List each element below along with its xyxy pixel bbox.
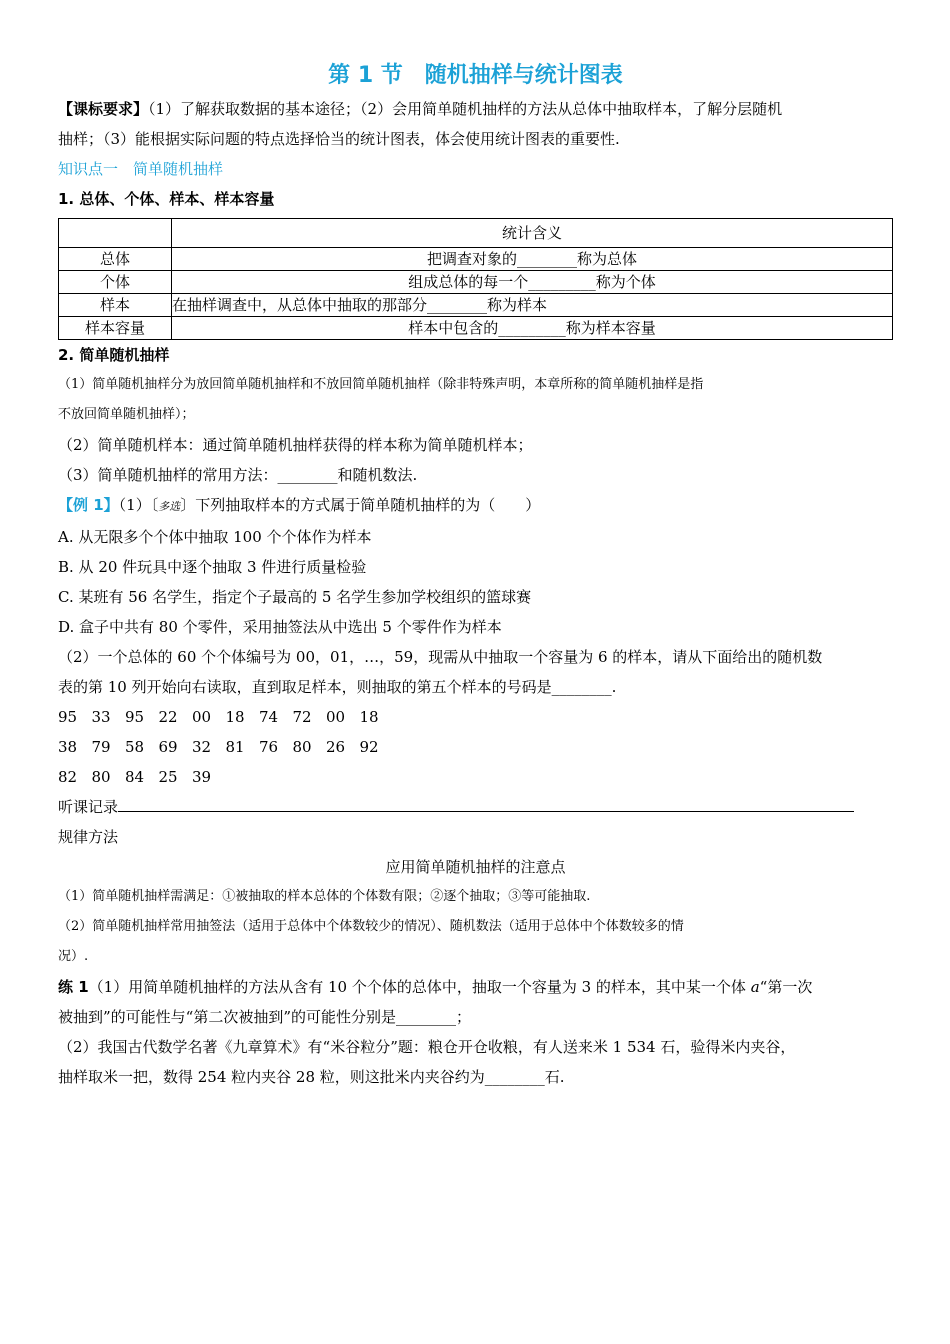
random-number: 95	[58, 708, 78, 726]
random-number: 58	[125, 738, 145, 756]
example-1-part2-line-1: （2）一个总体的 60 个个体编号为 00，01，…，59，现需从中抽取一个容量为 6 的样本，请从下面给出的随机数	[58, 648, 823, 666]
practice-1-line-3: （2）我国古代数学名著《九章算术》有“米谷粒分”题：粮仓开仓收粮，有人送来米 1 534 石，验得米内夹谷，	[58, 1038, 796, 1056]
term-cell: 样本	[59, 294, 172, 317]
requirements-text-2: 抽样；（3）能根据实际问题的特点选择恰当的统计图表，体会使用统计图表的重要性.	[58, 130, 620, 148]
random-number: 00	[326, 708, 346, 726]
random-number: 84	[125, 768, 145, 786]
table-row	[59, 271, 893, 294]
section-2-heading: 2. 简单随机抽样	[58, 346, 170, 364]
notes-label: 听课记录	[58, 798, 119, 816]
meaning-cell: 组成总体的每一个_________称为个体	[172, 271, 893, 294]
meaning-cell: 把调查对象的________称为总体	[172, 248, 893, 271]
option-c: C. 某班有 56 名学生，指定个子最高的 5 名学生参加学校组织的篮球赛	[58, 588, 532, 606]
definition-table	[58, 218, 893, 340]
sampling-item-2: （2）简单随机样本：通过简单随机抽样获得的样本称为简单随机样本；	[58, 436, 533, 454]
notes-line	[58, 792, 893, 822]
random-number: 76	[259, 738, 279, 756]
option-b: B. 从 20 件玩具中逐个抽取 3 件进行质量检验	[58, 558, 367, 576]
example-1-part2-line-2: 表的第 10 列开始向右读取，直到取足样本，则抽取的第五个样本的号码是________.	[58, 678, 617, 696]
requirements-text-1: （1）了解获取数据的基本途径；（2）会用简单随机抽样的方法从总体中抽取样本，了解分层随机	[148, 100, 783, 118]
method-line-2: （2）简单随机抽样常用抽签法（适用于总体中个体数较少的情况）、随机数法（适用于总体中个体数较多的情	[58, 919, 684, 934]
example-1-text: 〕下列抽取样本的方式属于简单随机抽样的为（ ）	[180, 496, 541, 514]
practice-1-line-1	[58, 972, 893, 1002]
random-number-row-2	[58, 732, 893, 762]
example-1-prefix: （1）〔	[118, 496, 159, 514]
term-cell: 总体	[59, 248, 172, 271]
random-number: 72	[292, 708, 312, 726]
page	[58, 58, 893, 1092]
random-number: 18	[359, 708, 379, 726]
table-row	[59, 294, 893, 317]
random-number: 74	[259, 708, 279, 726]
requirements-label: 【课标要求】	[58, 100, 149, 118]
random-number: 80	[292, 738, 312, 756]
random-number: 26	[326, 738, 346, 756]
random-number-row-3	[58, 762, 893, 792]
random-number: 81	[225, 738, 245, 756]
notes-blank	[118, 795, 854, 812]
random-number-row-1	[58, 702, 893, 732]
term-cell: 个体	[59, 271, 172, 294]
random-number: 79	[91, 738, 111, 756]
meaning-cell: 样本中包含的_________称为样本容量	[172, 317, 893, 340]
meaning-cell: 在抽样调查中，从总体中抽取的那部分________称为样本	[172, 294, 893, 317]
page-title: 第 1 节 随机抽样与统计图表	[328, 63, 623, 88]
table-row	[59, 317, 893, 340]
example-1-tag: 【例 1】	[58, 496, 119, 514]
random-number: 80	[91, 768, 111, 786]
method-line-1: （1）简单随机抽样需满足：①被抽取的样本总体的个体数有限；②逐个抽取；③等可能抽取.	[58, 889, 591, 904]
random-number: 82	[58, 768, 78, 786]
table-header-row	[59, 219, 893, 248]
option-a: A. 从无限多个个体中抽取 100 个个体作为样本	[58, 528, 372, 546]
random-number: 33	[91, 708, 111, 726]
sampling-item-1b: 不放回简单随机抽样）；	[58, 407, 195, 422]
term-cell: 样本容量	[59, 317, 172, 340]
random-number: 25	[158, 768, 178, 786]
method-label: 规律方法	[58, 828, 119, 846]
random-number: 22	[158, 708, 178, 726]
random-number: 95	[125, 708, 145, 726]
random-number: 39	[192, 768, 212, 786]
table-header-empty	[59, 219, 172, 248]
practice-1-line-4: 抽样取米一把，数得 254 粒内夹谷 28 粒，则这批米内夹谷约为________石.	[58, 1068, 565, 1086]
method-line-3: 况）.	[58, 949, 89, 964]
random-number: 18	[225, 708, 245, 726]
table-row	[59, 248, 893, 271]
random-number: 69	[158, 738, 178, 756]
random-number: 38	[58, 738, 78, 756]
multi-choice-tag: 多选	[158, 500, 181, 513]
table-header-meaning: 统计含义	[172, 219, 893, 248]
sampling-item-1a: （1）简单随机抽样分为放回简单随机抽样和不放回简单随机抽样（除非特殊声明，本章所称的简单随机抽样是指	[58, 377, 704, 392]
example-1-question	[58, 490, 893, 522]
variable-a: a	[750, 978, 760, 996]
random-number: 32	[192, 738, 212, 756]
requirements-line-1	[58, 94, 893, 124]
random-number: 00	[192, 708, 212, 726]
method-heading: 应用简单随机抽样的注意点	[385, 858, 566, 876]
practice-1-label: 练 1	[58, 978, 89, 996]
sampling-item-3: （3）简单随机抽样的常用方法：________和随机数法.	[58, 466, 418, 484]
practice-1-text-b: “第一次	[759, 978, 813, 996]
option-d: D. 盒子中共有 80 个零件，采用抽签法从中选出 5 个零件作为样本	[58, 618, 502, 636]
practice-1-line-2: 被抽到”的可能性与“第二次被抽到”的可能性分别是________；	[58, 1008, 472, 1026]
section-1-heading: 1. 总体、个体、样本、样本容量	[58, 190, 275, 208]
practice-1-text-a: （1）用简单随机抽样的方法从含有 10 个个体的总体中，抽取一个容量为 3 的样本，其中某一个体	[88, 978, 751, 996]
random-number: 92	[359, 738, 379, 756]
knowledge-heading: 知识点一 简单随机抽样	[58, 160, 224, 178]
